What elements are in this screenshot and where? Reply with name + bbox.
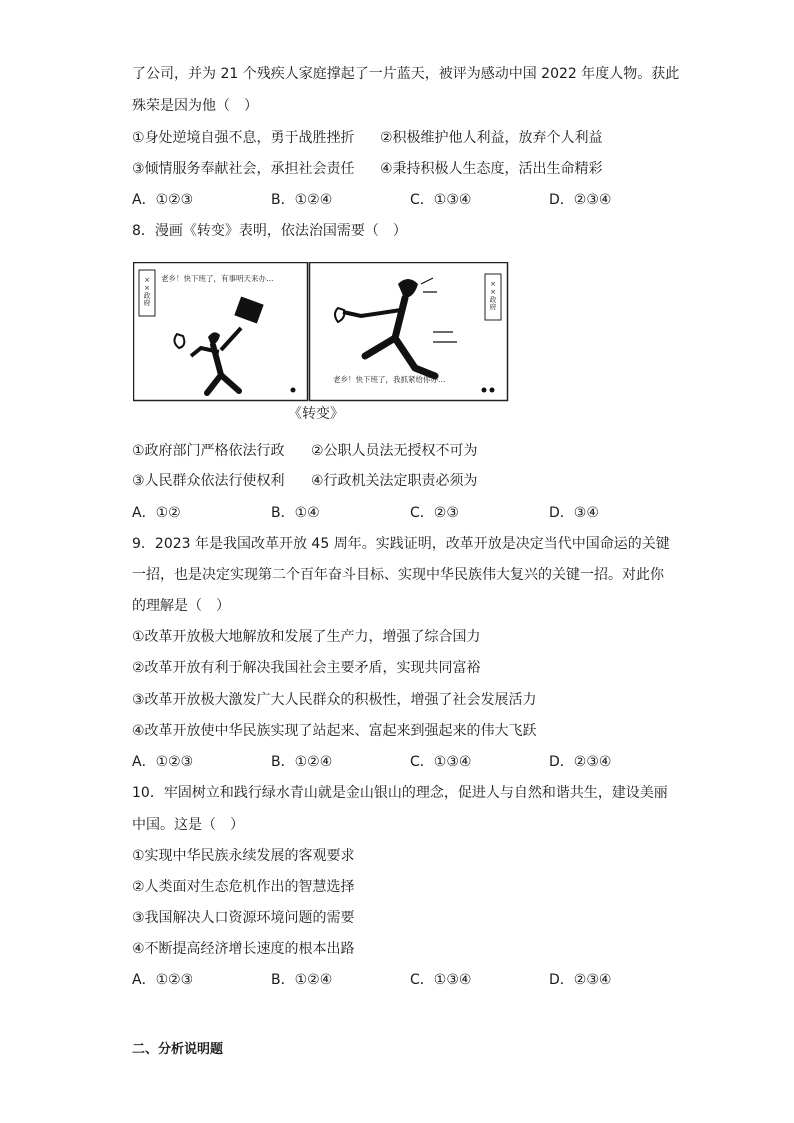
q8-option-c: C．②③ xyxy=(410,505,459,521)
comic-zhuanbian xyxy=(133,262,509,402)
q7-stem-line1: 了公司，并为 21 个残疾人家庭撑起了一片蓝天，被评为感动中国 2022 年度人物。获此 xyxy=(132,66,680,82)
q8-statement-2: ②公职人员法无授权不可为 xyxy=(311,443,478,459)
q9-option-a: A．①②③ xyxy=(132,754,194,770)
q10-statement-3: ③我国解决人口资源环境问题的需要 xyxy=(132,910,355,926)
right-speech-text: 老乡！快下班了，我抓紧给你办… xyxy=(333,375,446,384)
right-sign-text: ××政府 xyxy=(489,280,497,310)
q8-statement-4: ④行政机关法定职责必须为 xyxy=(311,473,478,489)
q8-statement-3: ③人民群众依法行使权利 xyxy=(132,473,285,489)
q8-stem: 8．漫画《转变》表明，依法治国需要（ ） xyxy=(132,223,407,239)
q9-statement-4: ④改革开放使中华民族实现了站起来、富起来到强起来的伟大飞跃 xyxy=(132,723,537,739)
q7-option-a: A．①②③ xyxy=(132,192,194,208)
q10-option-a: A．①②③ xyxy=(132,972,194,988)
q9-option-b: B．①②④ xyxy=(271,754,333,770)
q10-statement-1: ①实现中华民族永续发展的客观要求 xyxy=(132,848,355,864)
q10-stem-line1: 10．牢固树立和践行绿水青山就是金山银山的理念，促进人与自然和谐共生，建设美丽 xyxy=(132,785,668,801)
q9-statement-1: ①改革开放极大地解放和发展了生产力，增强了综合国力 xyxy=(132,629,481,645)
q9-statement-3: ③改革开放极大激发广大人民群众的积极性，增强了社会发展活力 xyxy=(132,692,537,708)
q8-option-d: D．③④ xyxy=(549,505,599,521)
q7-option-c: C．①③④ xyxy=(410,192,472,208)
left-speech-text: 老乡！快下班了，有事明天来办… xyxy=(161,274,274,283)
q9-option-d: D．②③④ xyxy=(549,754,612,770)
comic-right-panel xyxy=(310,263,508,401)
q7-option-d: D．②③④ xyxy=(549,192,612,208)
q10-option-d: D．②③④ xyxy=(549,972,612,988)
q7-option-b: B．①②④ xyxy=(271,192,333,208)
q8-option-a: A．①② xyxy=(132,505,181,521)
q9-stem-line3: 的理解是（ ） xyxy=(132,598,230,614)
section-title: 二、分析说明题 xyxy=(132,1042,224,1057)
q7-statement-1: ①身处逆境自强不息，勇于战胜挫折 xyxy=(132,130,355,146)
q10-stem-line2: 中国。这是（ ） xyxy=(132,817,244,833)
q9-option-c: C．①③④ xyxy=(410,754,472,770)
q7-statement-4: ④秉持积极人生态度，活出生命精彩 xyxy=(380,161,603,177)
q10-option-b: B．①②④ xyxy=(271,972,333,988)
comic-left-panel xyxy=(134,263,308,401)
q10-option-c: C．①③④ xyxy=(410,972,472,988)
q7-statement-2: ②积极维护他人利益，放弃个人利益 xyxy=(380,130,603,146)
q9-statement-2: ②改革开放有利于解决我国社会主要矛盾，实现共同富裕 xyxy=(132,660,481,676)
q7-stem-line2: 殊荣是因为他（ ） xyxy=(132,98,258,114)
q9-stem-line1: 9．2023 年是我国改革开放 45 周年。实践证明，改革开放是决定当代中国命运的关键 xyxy=(132,536,670,552)
q10-statement-2: ②人类面对生态危机作出的智慧选择 xyxy=(132,879,355,895)
q8-statement-1: ①政府部门严格依法行政 xyxy=(132,443,285,459)
left-sign-text: ××政府 xyxy=(143,276,151,306)
q7-statement-3: ③倾情服务奉献社会，承担社会责任 xyxy=(132,161,355,177)
q10-statement-4: ④不断提高经济增长速度的根本出路 xyxy=(132,941,355,957)
comic-caption: 《转变》 xyxy=(288,406,344,422)
q9-stem-line2: 一招，也是决定实现第二个百年奋斗目标、实现中华民族伟大复兴的关键一招。对此你 xyxy=(132,567,664,583)
q8-option-b: B．①④ xyxy=(271,505,320,521)
